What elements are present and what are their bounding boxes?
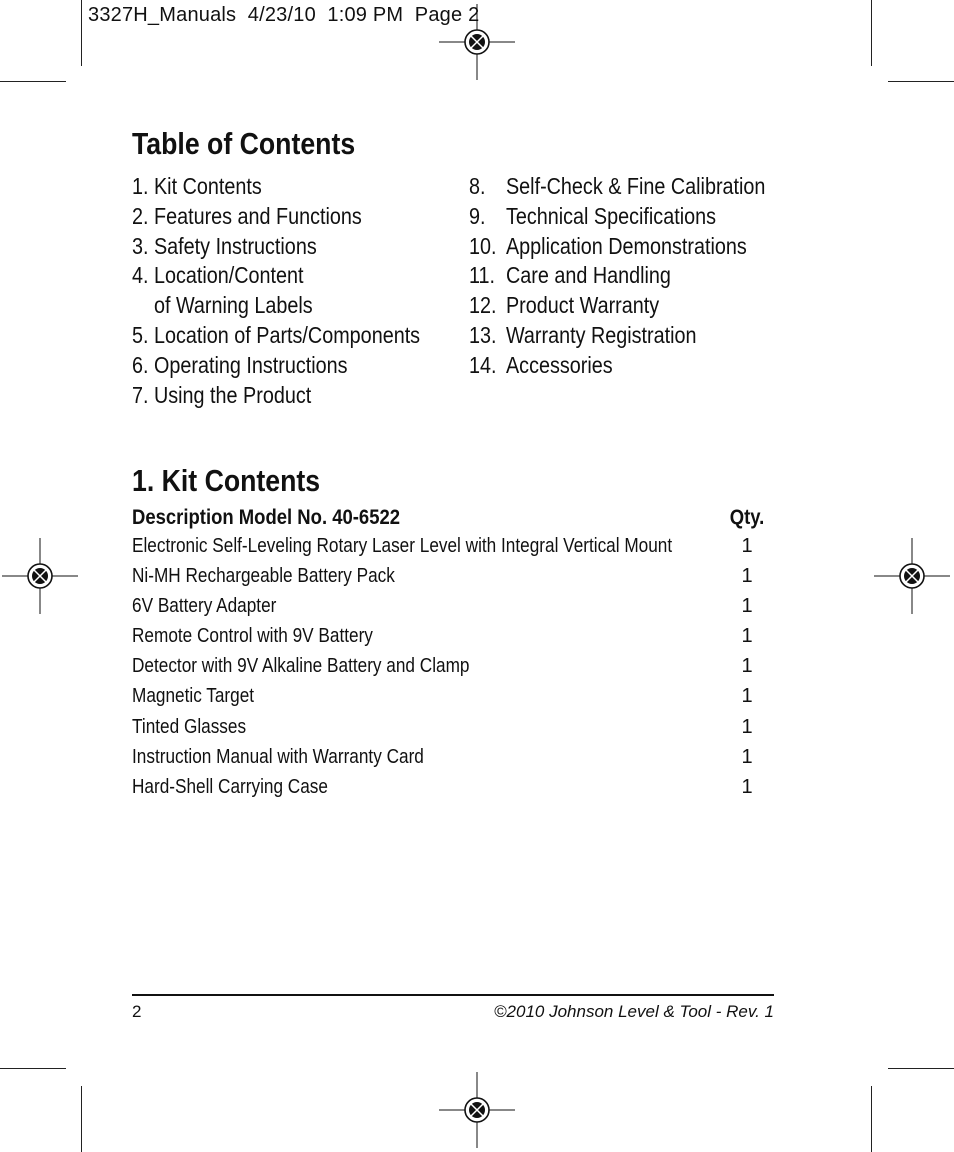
toc-item[interactable]: 10. Application Demonstrations (469, 232, 747, 259)
kit-item-description: 6V Battery Adapter (132, 595, 277, 618)
crop-mark-top-right-horizontal (888, 81, 954, 82)
crop-mark-bottom-left-horizontal (0, 1068, 66, 1069)
toc-item[interactable]: 12. Product Warranty (469, 292, 660, 319)
crop-mark-top-left-vertical (81, 0, 82, 66)
toc-left-column (132, 172, 467, 410)
toc-title: Table of Contents (132, 126, 356, 161)
toc-right-column (469, 172, 814, 381)
crop-mark-top-left-horizontal (0, 81, 66, 82)
table-row (132, 625, 754, 655)
table-row (132, 746, 754, 776)
registration-mark-top-icon (439, 4, 515, 80)
toc-item[interactable]: 9. Technical Specifications (469, 202, 716, 229)
toc-item-continuation[interactable]: of Warning Labels (132, 292, 313, 319)
kit-contents-list (132, 535, 754, 806)
toc-item[interactable]: 8. Self-Check & Fine Calibration (469, 173, 766, 199)
table-row (132, 776, 754, 806)
toc-item[interactable]: 7. Using the Product (132, 381, 312, 408)
page-number: 2 (132, 1002, 142, 1021)
kit-item-qty: 1 (741, 655, 753, 678)
toc-item[interactable]: 13. Warranty Registration (469, 321, 697, 348)
kit-item-description: Hard-Shell Carrying Case (132, 775, 328, 798)
toc-item[interactable]: 11. Care and Handling (469, 262, 671, 289)
crop-mark-top-right-vertical (871, 0, 872, 66)
kit-item-description: Electronic Self-Leveling Rotary Laser Level with Integral Vertical Mount (132, 535, 673, 557)
kit-item-description: Tinted Glasses (132, 715, 247, 738)
kit-item-qty: 1 (741, 685, 753, 708)
toc-item[interactable]: 2. Features and Functions (132, 202, 362, 229)
copyright-notice: ©2010 Johnson Level & Tool - Rev. 1 (494, 1002, 774, 1021)
printer-slug: 3327H_Manuals 4/23/10 1:09 PM Page 2 (88, 4, 480, 26)
footer-rule (132, 994, 774, 996)
crop-mark-bottom-right-vertical (871, 1086, 872, 1152)
table-row (132, 655, 754, 685)
kit-contents-title: 1. Kit Contents (132, 463, 321, 498)
kit-table-header (132, 506, 764, 530)
kit-item-qty: 1 (741, 535, 753, 557)
toc-item[interactable]: 14. Accessories (469, 351, 613, 378)
kit-item-description: Remote Control with 9V Battery (132, 625, 373, 648)
kit-item-qty: 1 (741, 595, 753, 618)
toc-item[interactable]: 3. Safety Instructions (132, 232, 317, 259)
registration-mark-bottom-icon (439, 1072, 515, 1148)
kit-item-qty: 1 (741, 565, 753, 588)
kit-header-qty: Qty. (729, 506, 764, 529)
toc-item[interactable]: 4. Location/Content (132, 262, 304, 289)
kit-item-description: Detector with 9V Alkaline Battery and Clamp (132, 655, 470, 678)
crop-mark-bottom-left-vertical (81, 1086, 82, 1152)
kit-item-qty: 1 (741, 745, 753, 768)
kit-item-description: Magnetic Target (132, 685, 255, 708)
table-row (132, 716, 754, 746)
kit-item-qty: 1 (741, 715, 753, 738)
table-row (132, 535, 754, 565)
table-row (132, 595, 754, 625)
toc-item[interactable]: 6. Operating Instructions (132, 351, 348, 378)
kit-item-description: Instruction Manual with Warranty Card (132, 745, 424, 768)
crop-mark-bottom-right-horizontal (888, 1068, 954, 1069)
toc-item[interactable]: 5. Location of Parts/Components (132, 321, 421, 348)
kit-item-qty: 1 (741, 625, 753, 648)
table-row (132, 685, 754, 715)
kit-header-description: Description Model No. 40-6522 (132, 506, 401, 529)
kit-item-description: Ni-MH Rechargeable Battery Pack (132, 565, 395, 588)
registration-mark-right-icon (874, 538, 950, 614)
toc-item[interactable]: 1. Kit Contents (132, 173, 262, 199)
kit-item-qty: 1 (741, 775, 753, 798)
registration-mark-left-icon (2, 538, 78, 614)
table-row (132, 565, 754, 595)
